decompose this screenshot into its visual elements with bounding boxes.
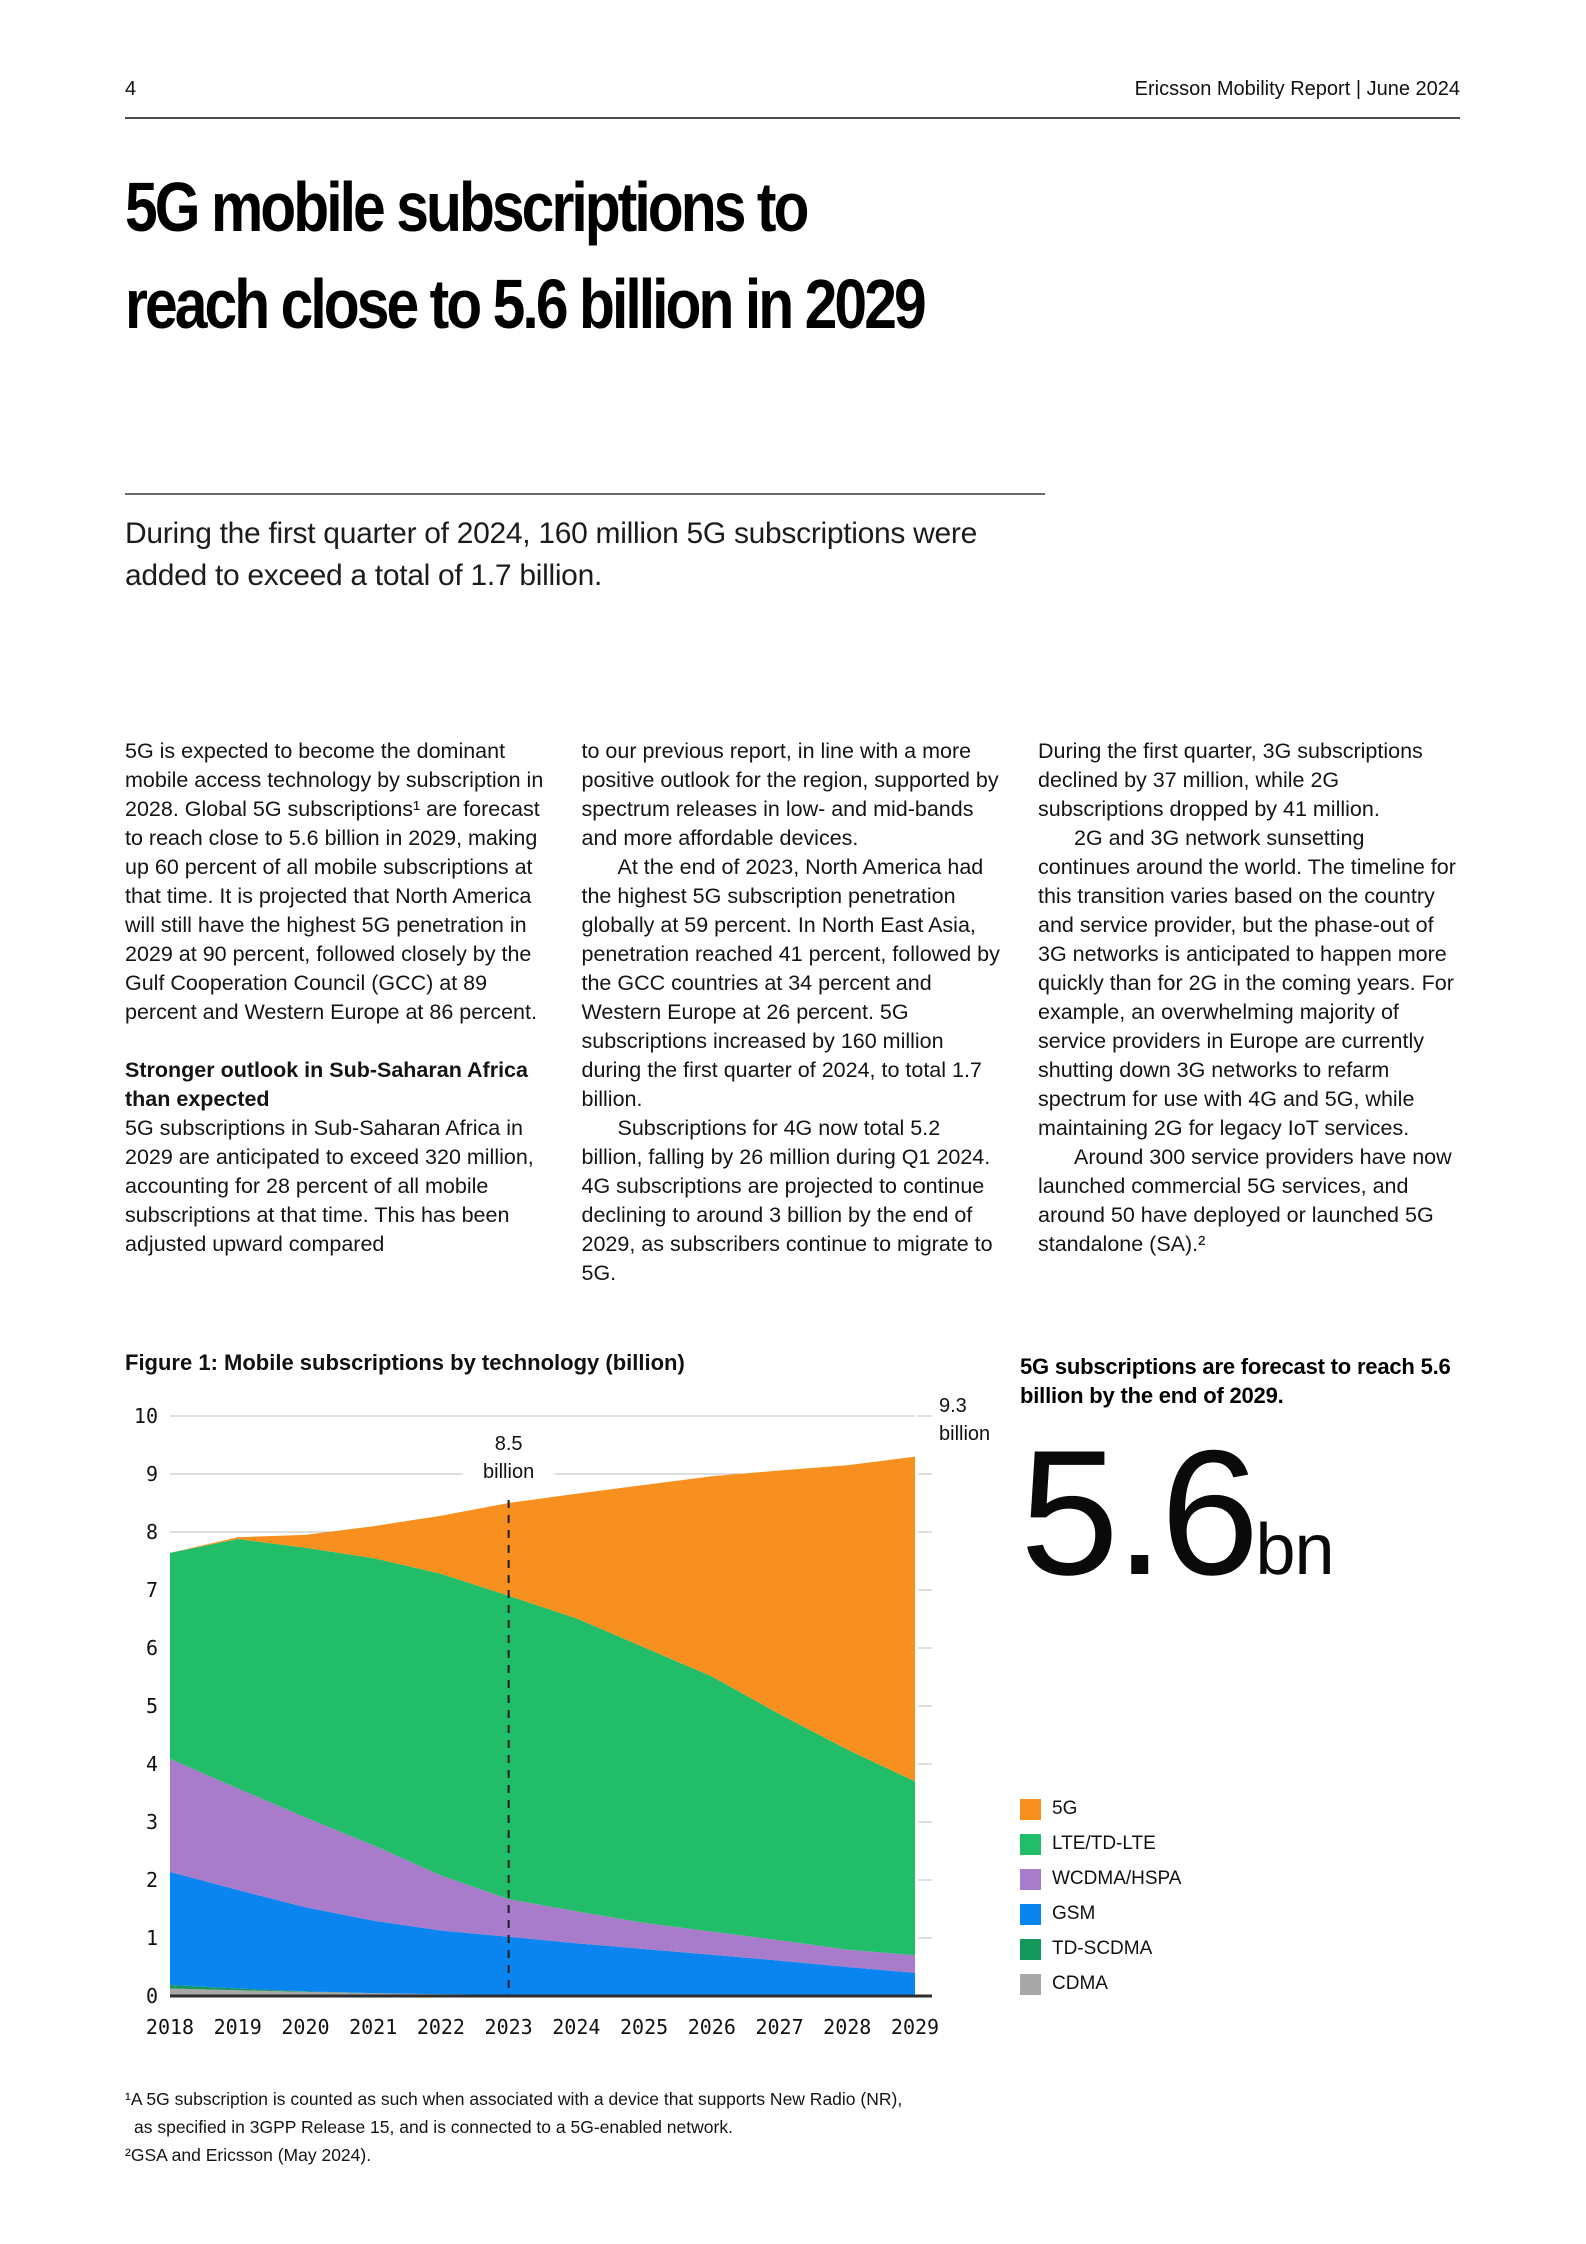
legend-label: TD-SCDMA: [1052, 1938, 1153, 1959]
x-axis-tick-label: 2019: [213, 2015, 262, 2039]
paragraph: At the end of 2023, North America had the highest 5G subscription penetration globally at 59 percent. In North East Asia, penetration reached 41 percent, followed by the GCC countries at 34 percent and Western Europe at 26 percent. 5G subscriptions increased by 160 million during the first quarter of 2024, to total 1.7 billion.: [581, 855, 1000, 1111]
chart-legend: [1020, 1798, 1460, 1995]
body-column-3: [1038, 737, 1460, 1288]
body-column-1: [125, 737, 547, 1288]
standfirst: During the first quarter of 2024, 160 million 5G subscriptions were added to exceed a total of 1.7 billion.: [125, 517, 977, 592]
big-number-value: 5.6: [1020, 1413, 1256, 1612]
page-title-line1: 5G mobile subscriptions to: [125, 168, 807, 246]
big-number-unit: bn: [1255, 1510, 1334, 1590]
legend-swatch-wcdma-hspa-icon: [1020, 1869, 1041, 1890]
figure-sidebar: [1020, 1350, 1460, 2059]
x-axis-tick-label: 2024: [552, 2015, 601, 2039]
y-axis-tick-label: 9: [145, 1462, 158, 1486]
paragraph: 5G is expected to become the dominant mobile access technology by subscription in 2028. Global 5G subscriptions¹ are forecast to reach close to 5.6 billion in 2029, making up 60 percent of all mobile subscriptions at that time. It is projected that North America will still have the highest 5G penetration in 2029 at 90 percent, followed closely by the Gulf Cooperation Council (GCC) at 89 percent and Western Europe at 86 percent.: [125, 739, 544, 1024]
page-header: [125, 78, 1460, 101]
x-axis-tick-label: 2025: [620, 2015, 669, 2039]
x-axis-labels: [146, 2015, 939, 2039]
paragraph: Subscriptions for 4G now total 5.2 billion, falling by 26 million during Q1 2024. 4G subscriptions are projected to continue declining to around 3 billion by the end of 2029, as subscribers continue to migrate to 5G.: [581, 1116, 993, 1285]
y-axis-tick-label: 8: [145, 1520, 158, 1544]
x-axis-tick-label: 2018: [145, 2015, 195, 2039]
annotation-9-3-billion: 9.3: [939, 1395, 967, 1417]
y-axis-tick-label: 5: [145, 1694, 158, 1718]
legend-swatch-td-scdma-icon: [1020, 1939, 1041, 1960]
legend-label: LTE/TD-LTE: [1052, 1833, 1156, 1854]
standfirst-rule: [125, 493, 1045, 495]
paragraph: During the first quarter, 3G subscriptions declined by 37 million, while 2G subscriptions dropped by 41 million.: [1038, 739, 1423, 821]
x-axis-tick-label: 2020: [281, 2015, 330, 2039]
legend-swatch-gsm-icon: [1020, 1904, 1041, 1925]
body-column-2: [582, 737, 1004, 1288]
x-axis-tick-label: 2023: [484, 2015, 533, 2039]
header-brand: Ericsson Mobility Report | June 2024: [1134, 78, 1460, 100]
page-title-line2: reach close to 5.6 billion in 2029: [125, 265, 924, 343]
svg-text:billion: billion: [483, 1461, 535, 1483]
legend-label: CDMA: [1052, 1973, 1108, 1994]
page-title: [125, 159, 1246, 353]
y-axis-tick-label: 7: [145, 1578, 158, 1602]
footnotes: [125, 2085, 1460, 2169]
paragraph: Around 300 service providers have now launched commercial 5G services, and around 50 have deployed or launched 5G standalone (SA).²: [1038, 1145, 1452, 1256]
legend-item-lte-td-lte: [1020, 1833, 1460, 1855]
paragraph: to our previous report, in line with a more positive outlook for the region, supported by spectrum releases in low- and mid-bands and more affordable devices.: [581, 739, 999, 850]
legend-item-gsm: [1020, 1903, 1460, 1925]
y-axis-tick-label: 0: [145, 1984, 158, 2008]
footnote-1-continued: as specified in 3GPP Release 15, and is connected to a 5G-enabled network.: [134, 2117, 733, 2137]
big-number: [1020, 1413, 1460, 1612]
svg-text:billion: billion: [939, 1423, 991, 1445]
legend-label: GSM: [1052, 1903, 1096, 1924]
legend-swatch-cdma-icon: [1020, 1974, 1041, 1995]
chart-container: [125, 1394, 1017, 2059]
section-heading: Stronger outlook in Sub-Saharan Africa than expected: [125, 1058, 528, 1111]
stacked-areas: [170, 1457, 915, 1996]
paragraph: 5G subscriptions in Sub-Saharan Africa in 2029 are anticipated to exceed 320 million, accounting for 28 percent of all mobile subscriptions at that time. This has been adjusted upward compared: [125, 1116, 534, 1256]
body-columns: [125, 737, 1460, 1288]
paragraph: 2G and 3G network sunsetting continues around the world. The timeline for this transition varies based on the country and service provider, but the phase-out of 3G networks is anticipated to happen more quickly than for 2G in the coming years. For example, an overwhelming majority of service providers in Europe are currently shutting down 3G networks to refarm spectrum for use with 4G and 5G, while maintaining 2G for legacy IoT services.: [1038, 826, 1456, 1140]
annotation-8-5-billion: 8.5: [494, 1433, 523, 1455]
legend-swatch-lte-td-lte-icon: [1020, 1834, 1041, 1855]
x-axis-tick-label: 2026: [687, 2015, 736, 2039]
footnote-1: ¹A 5G subscription is counted as such when associated with a device that supports New Radio (NR),: [125, 2089, 903, 2109]
chart-callout: 5G subscriptions are forecast to reach 5.6 billion by the end of 2029.: [1020, 1354, 1451, 1408]
y-axis-tick-label: 4: [145, 1752, 158, 1776]
x-axis-tick-label: 2029: [890, 2015, 940, 2039]
page-number: 4: [125, 78, 137, 100]
y-axis-tick-label: 6: [145, 1636, 158, 1660]
y-axis-tick-label: 1: [145, 1926, 158, 1950]
legend-item-5g: [1020, 1798, 1460, 1820]
y-axis-tick-label: 10: [133, 1404, 158, 1428]
legend-item-td-scdma: [1020, 1938, 1460, 1960]
footnote-2: ²GSA and Ericsson (May 2024).: [125, 2145, 372, 2165]
mobile-subscriptions-by-technology-chart: [125, 1394, 1017, 2054]
figure-section: [125, 1350, 1460, 2059]
x-axis-tick-label: 2022: [416, 2015, 465, 2039]
x-axis-tick-label: 2027: [755, 2015, 804, 2039]
figure-block: [125, 1350, 1017, 2059]
legend-label: WCDMA/HSPA: [1052, 1868, 1182, 1889]
legend-item-wcdma-hspa: [1020, 1868, 1460, 1890]
legend-label: 5G: [1052, 1798, 1078, 1819]
legend-item-cdma: [1020, 1973, 1460, 1995]
header-rule: [125, 117, 1460, 119]
y-axis-tick-label: 2: [145, 1868, 158, 1892]
legend-swatch-5g-icon: [1020, 1799, 1041, 1820]
y-axis-tick-label: 3: [145, 1810, 158, 1834]
x-axis-tick-label: 2021: [349, 2015, 398, 2039]
x-axis-tick-label: 2028: [823, 2015, 872, 2039]
figure-title: Figure 1: Mobile subscriptions by technology (billion): [125, 1350, 685, 1375]
